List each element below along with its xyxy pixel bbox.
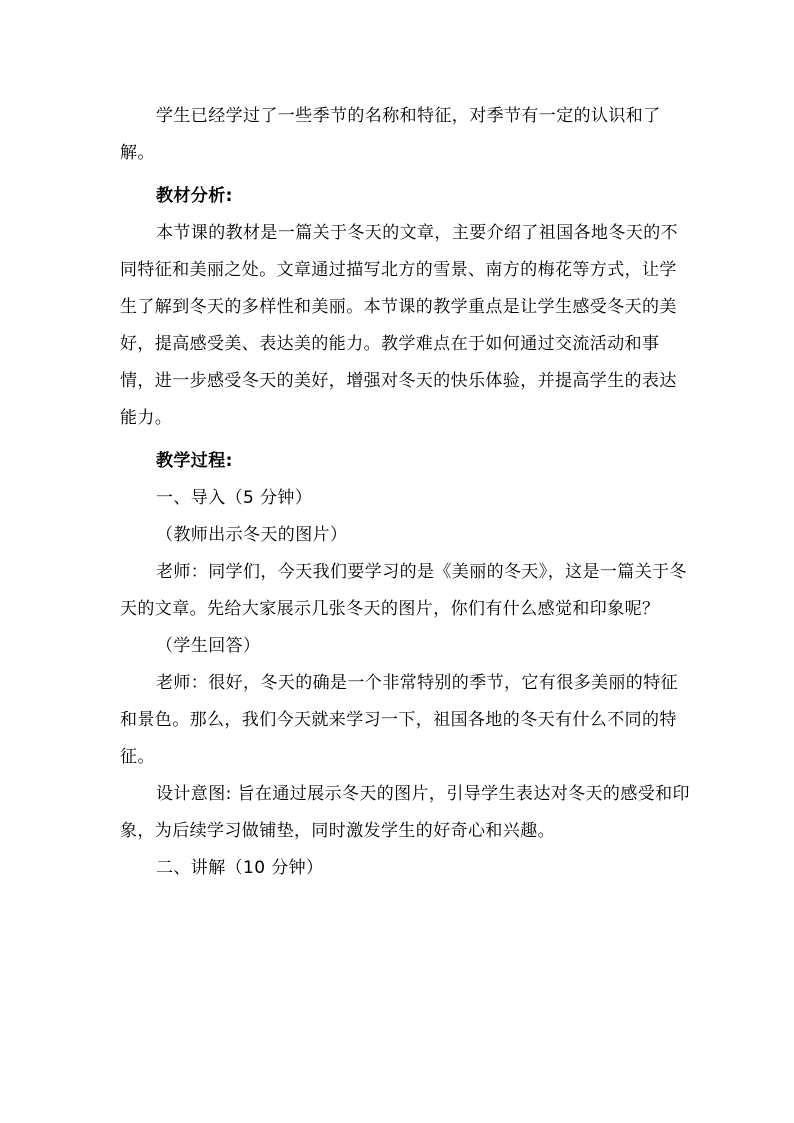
document-body [120,98,690,887]
section-explanation: 二、讲解（10 分钟） [156,858,324,878]
paragraph-teacher-response: 老师：很好，冬天的确是一个非常特别的季节，它有很多美丽的特征和景色。那么，我们今天就来学习一下，祖国各地的冬天有什么不同的特征。 [120,673,678,767]
section-introduction: 一、导入（5 分钟） [156,488,313,508]
stage-direction-student-answer: （学生回答） [156,636,261,656]
heading-textbook-analysis: 教材分析: [156,186,233,206]
heading-teaching-process: 教学过程: [156,451,233,471]
paragraph-design-intent: 设计意图: 旨在通过展示冬天的图片，引导学生表达对冬天的感受和印象，为后续学习做铺垫，同时激发学生的好奇心和兴趣。 [120,784,690,841]
paragraph-student-background: 学生已经学过了一些季节的名称和特征，对季节有一定的认识和了解。 [120,106,661,163]
paragraph-teacher-intro: 老师：同学们，今天我们要学习的是《美丽的冬天》，这是一篇关于冬天的文章。先给大家展示几张冬天的图片，你们有什么感觉和印象呢？ [120,562,687,619]
stage-direction-teacher-pictures: （教师出示冬天的图片） [156,525,348,545]
paragraph-textbook-analysis: 本节课的教材是一篇关于冬天的文章，主要介绍了祖国各地冬天的不同特征和美丽之处。文章通过描写北方的雪景、南方的梅花等方式，让学生了解到冬天的多样性和美丽。本节课的教学重点是让学生感受冬天的美好，提高感受美、表达美的能力。教学难点在于如何通过交流活动和事情，进一步感受冬天的美好，增强对冬天的快乐体验，并提高学生的表达能力。 [120,223,678,428]
